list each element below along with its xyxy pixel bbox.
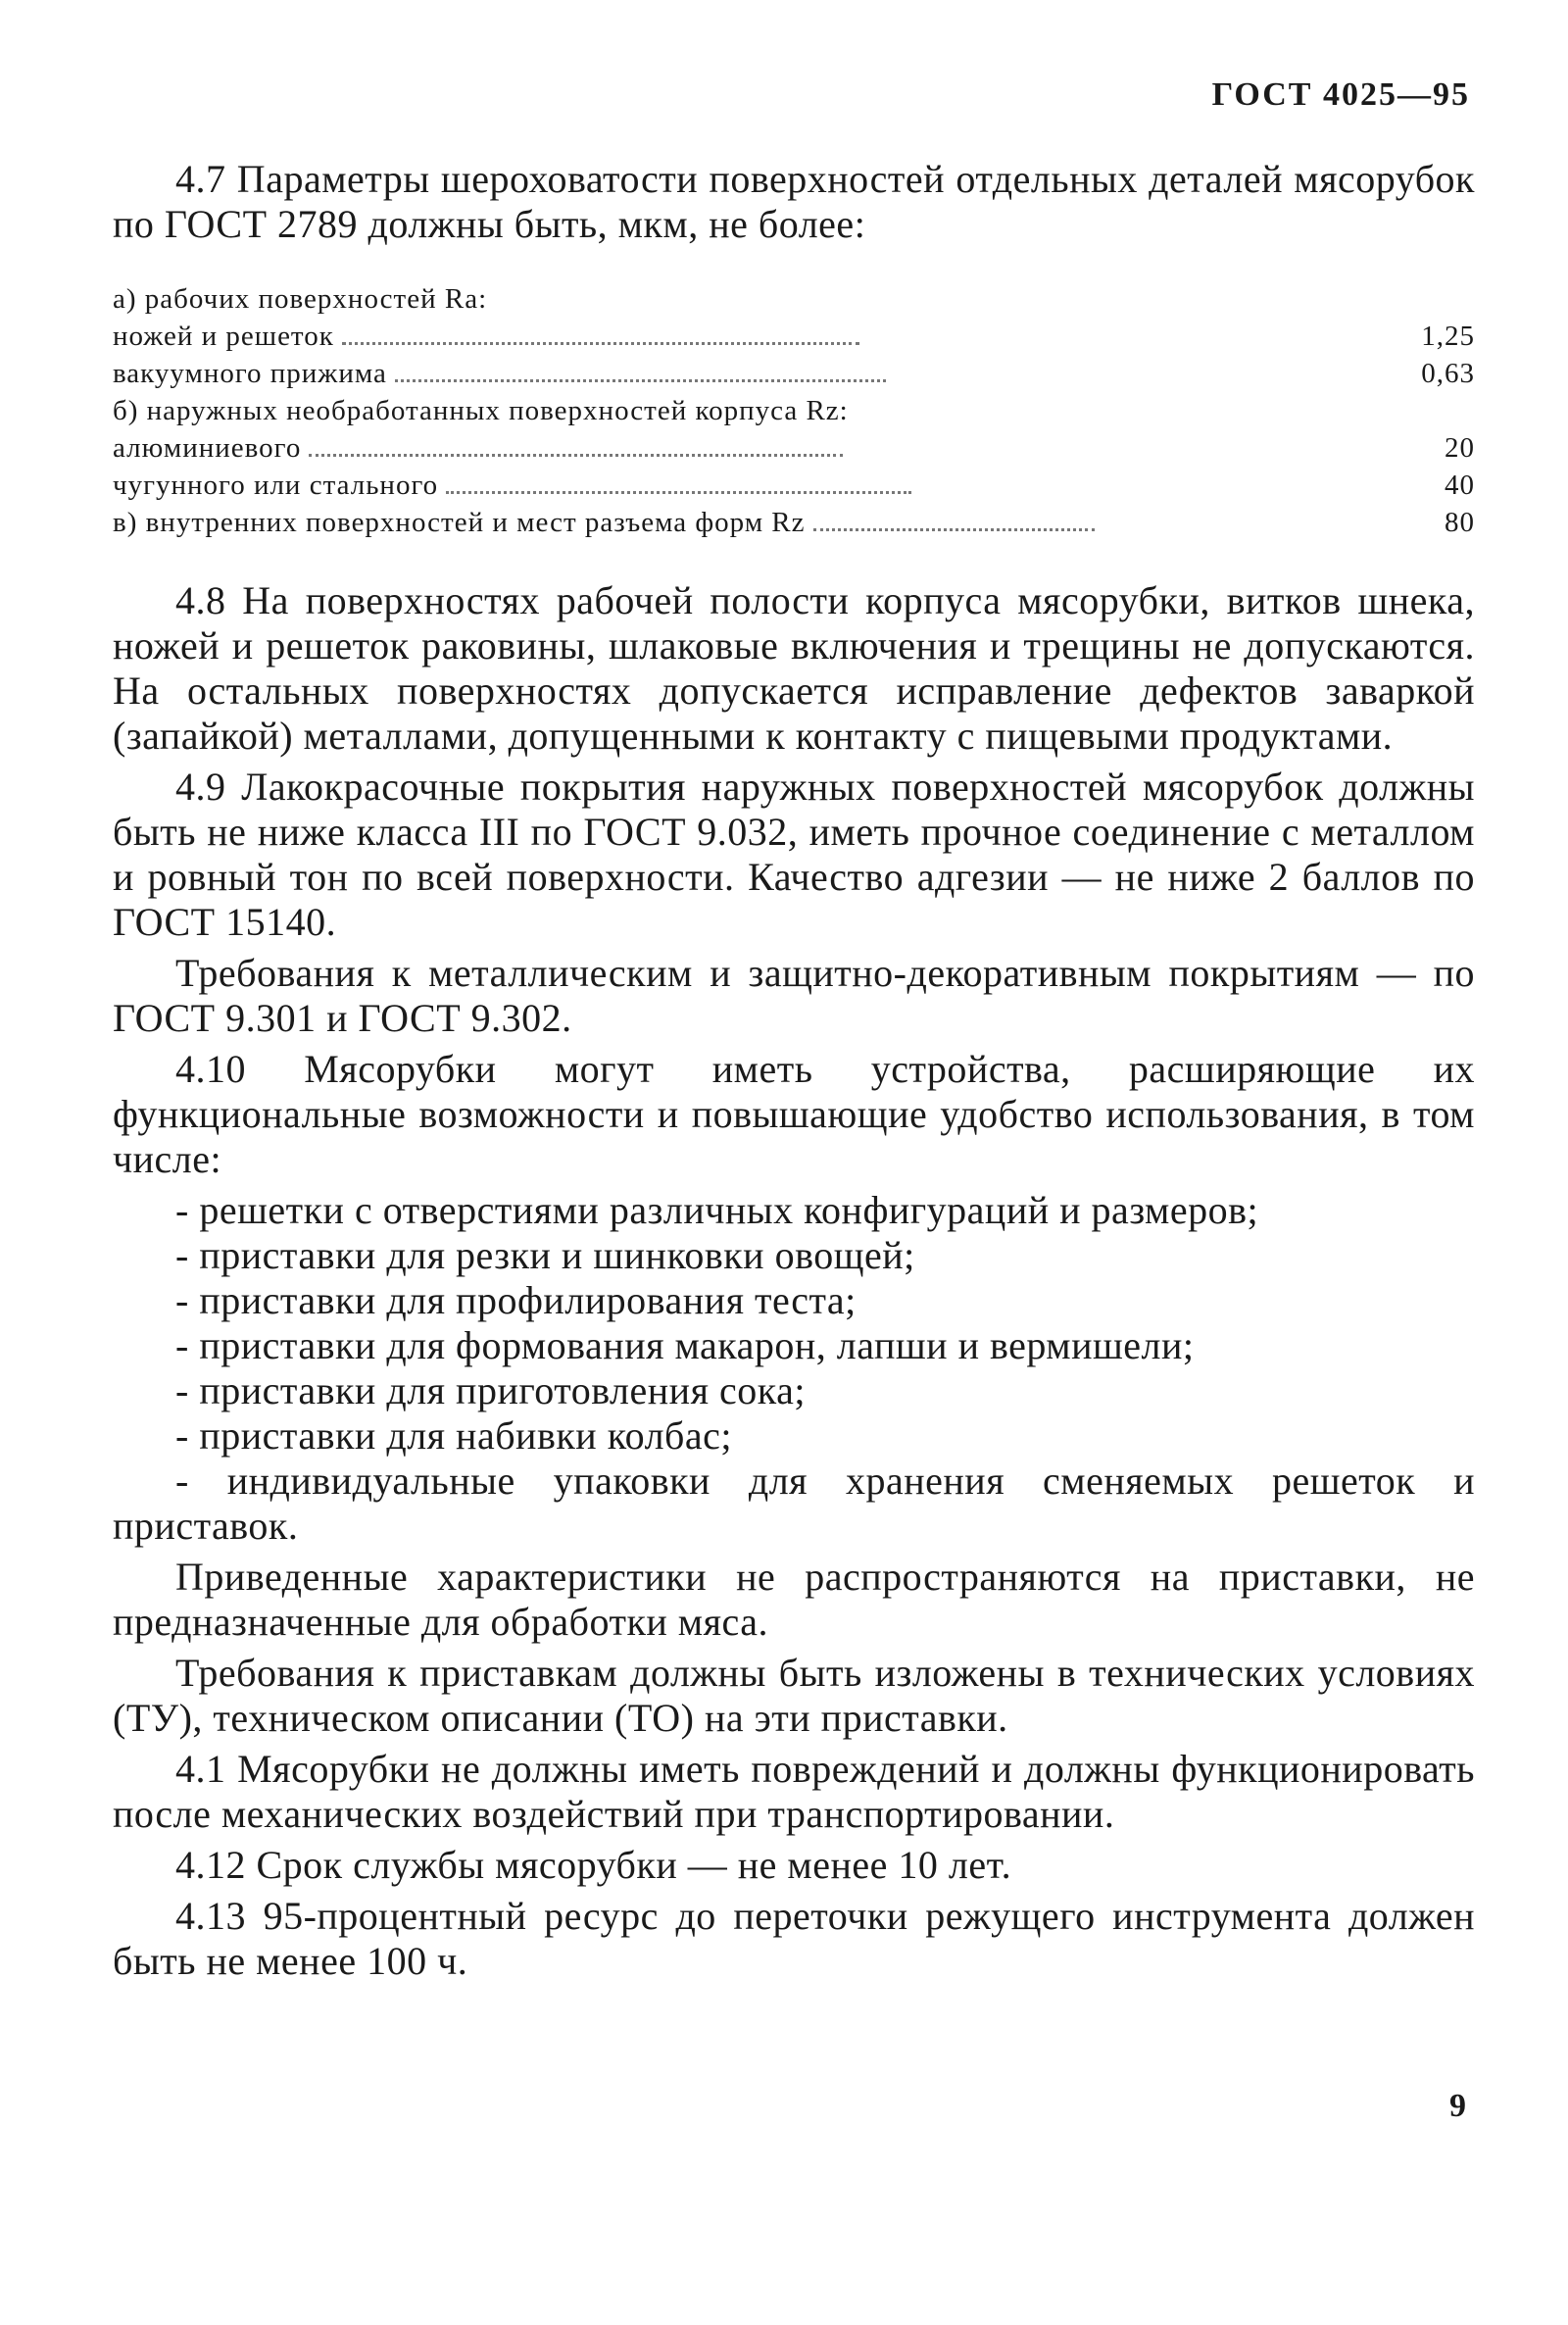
list-item: - приставки для набивки колбас; xyxy=(175,1413,732,1458)
section-4-10-intro: 4.10 Мясорубки могут иметь устройства, расширяющие их функциональные возможности и повышающие удобство использования, в том числе: xyxy=(113,1047,1475,1181)
roughness-row-knives xyxy=(113,318,1475,355)
leader-dots xyxy=(446,491,911,494)
list-item: - приставки для резки и шинковки овощей; xyxy=(175,1233,915,1277)
roughness-row-c xyxy=(113,504,1475,541)
list-item: - индивидуальные упаковки для хранения сменяемых решеток и приставок. xyxy=(113,1459,1475,1548)
leader-dots xyxy=(309,454,843,457)
roughness-row-vacuum xyxy=(113,355,1475,392)
roughness-label: вакуумного прижима xyxy=(113,358,387,389)
document-body xyxy=(113,157,1475,1990)
list-item: - приставки для приготовления сока; xyxy=(175,1368,806,1412)
roughness-label: ножей и решеток xyxy=(113,321,334,352)
roughness-row-cast-iron xyxy=(113,467,1475,504)
page-header-code: ГОСТ 4025—95 xyxy=(1211,76,1470,113)
list-item: - приставки для профилирования теста; xyxy=(175,1278,857,1322)
roughness-value: 80 xyxy=(1445,507,1476,538)
leader-dots xyxy=(813,528,1096,531)
section-4-8-text: 4.8 На поверхностях рабочей полости корпуса мясорубки, витков шнека, ножей и решеток раковины, шлаковые включения и трещины не допускаются. На остальных поверхностях допускается исправление дефектов заваркой (запайкой) металлами, допущенными к контакту с пищевыми продуктами. xyxy=(113,578,1475,758)
attachments-list xyxy=(113,1188,1475,1549)
roughness-value: 40 xyxy=(1445,470,1475,501)
section-4-12-text: 4.12 Срок службы мясорубки — не менее 10 лет. xyxy=(175,1843,1012,1887)
roughness-label: б) наружных необработанных поверхностей корпуса Rz: xyxy=(113,395,849,426)
section-4-10-note: Приведенные характеристики не распространяются на приставки, не предназначенные для обработки мяса. xyxy=(113,1555,1475,1644)
leader-dots xyxy=(395,379,886,382)
roughness-value: 20 xyxy=(1445,432,1475,464)
list-item: - решетки с отверстиями различных конфигураций и размеров; xyxy=(175,1188,1259,1232)
roughness-row-b xyxy=(113,392,1475,429)
page-number: 9 xyxy=(1449,2088,1466,2124)
leader-dots xyxy=(342,342,859,345)
section-4-9-coatings-text: Требования к металлическим и защитно-декоративным покрытиям — по ГОСТ 9.301 и ГОСТ 9.302. xyxy=(113,951,1475,1040)
roughness-label: в) внутренних поверхностей и мест разъема форм Rz xyxy=(113,507,806,538)
section-4-7-text: 4.7 Параметры шероховатости поверхностей отдельных деталей мясорубок по ГОСТ 2789 должны быть, мкм, не более: xyxy=(113,157,1475,246)
section-4-11-text: 4.1 Мясорубки не должны иметь повреждений и должны функционировать после механических воздействий при транспортировании. xyxy=(113,1747,1475,1836)
roughness-label: алюминиевого xyxy=(113,432,302,464)
section-4-9-text: 4.9 Лакокрасочные покрытия наружных поверхностей мясорубок должны быть не ниже класса III по ГОСТ 9.032, иметь прочное соединение с металлом и ровный тон по всей поверхности. Качество адгезии — не ниже 2 баллов по ГОСТ 15140. xyxy=(113,765,1475,944)
roughness-value: 0,63 xyxy=(1421,358,1475,389)
section-4-10-requirements: Требования к приставкам должны быть изложены в технических условиях (ТУ), техническом описании (ТО) на эти приставки. xyxy=(113,1651,1475,1740)
roughness-value: 1,25 xyxy=(1421,321,1476,352)
roughness-list xyxy=(113,280,1475,541)
list-item: - приставки для формования макарон, лапши и вермишели; xyxy=(175,1323,1195,1367)
roughness-label: чугунного или стального xyxy=(113,470,439,501)
roughness-label: а) рабочих поверхностей Ra: xyxy=(113,283,488,315)
roughness-row-a xyxy=(113,280,1475,318)
section-4-13-text: 4.13 95-процентный ресурс до переточки режущего инструмента должен быть не менее 100 ч. xyxy=(113,1894,1475,1983)
roughness-row-aluminum xyxy=(113,429,1475,467)
